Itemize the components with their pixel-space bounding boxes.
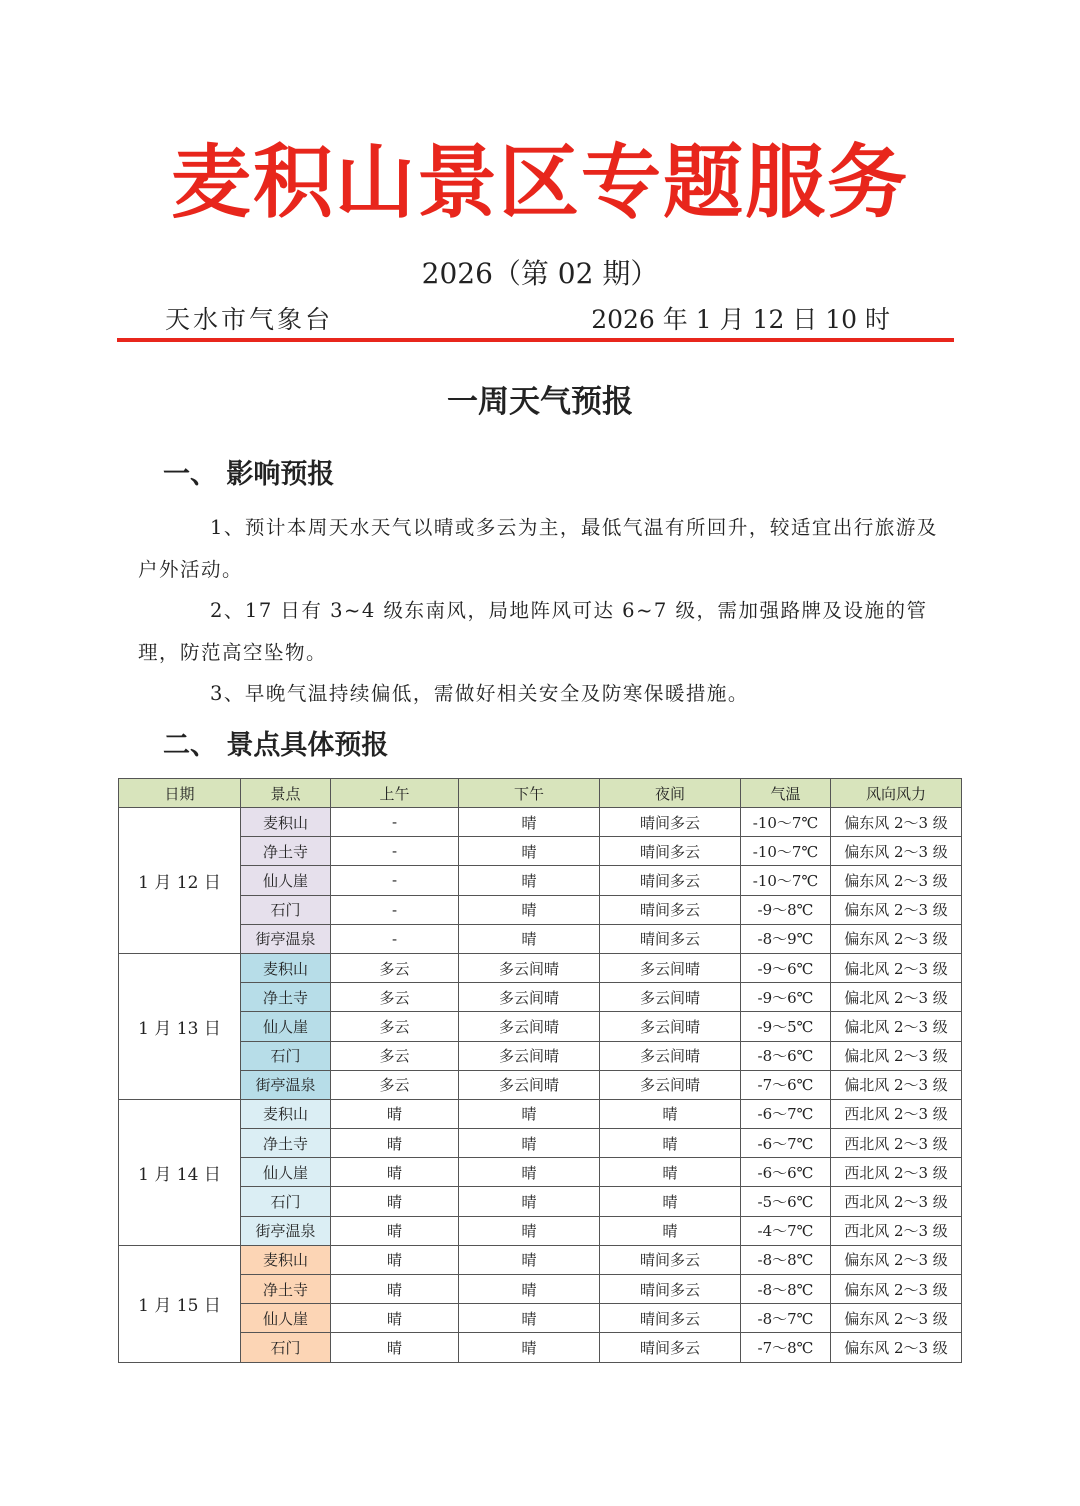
- temperature-cell: -10～7℃: [741, 808, 831, 837]
- afternoon-cell: 晴: [459, 837, 600, 866]
- temperature-cell: -6～7℃: [741, 1099, 831, 1128]
- wind-cell: 偏东风 2～3 级: [831, 1304, 962, 1333]
- temperature-cell: -4～7℃: [741, 1216, 831, 1245]
- morning-cell: 晴: [331, 1129, 459, 1158]
- afternoon-cell: 晴: [459, 1158, 600, 1187]
- table-row: [119, 866, 962, 895]
- temperature-cell: -5～6℃: [741, 1187, 831, 1216]
- night-cell: 晴间多云: [600, 895, 741, 924]
- night-cell: 晴间多云: [600, 1333, 741, 1362]
- wind-cell: 偏东风 2～3 级: [831, 924, 962, 953]
- afternoon-cell: 晴: [459, 866, 600, 895]
- wind-cell: 西北风 2～3 级: [831, 1158, 962, 1187]
- night-cell: 多云间晴: [600, 983, 741, 1012]
- table-row: [119, 1129, 962, 1158]
- forecast-table-body: [119, 808, 962, 1363]
- afternoon-cell: 多云间晴: [459, 1041, 600, 1070]
- wind-cell: 偏东风 2～3 级: [831, 1333, 962, 1362]
- afternoon-cell: 晴: [459, 1275, 600, 1304]
- night-cell: 晴间多云: [600, 1245, 741, 1274]
- night-cell: 晴: [600, 1216, 741, 1245]
- wind-cell: 西北风 2～3 级: [831, 1099, 962, 1128]
- document-title: 一周天气预报: [447, 384, 633, 420]
- column-header-temperature: 气温: [741, 779, 831, 808]
- header-divider: [117, 338, 954, 342]
- night-cell: 晴间多云: [600, 808, 741, 837]
- morning-cell: -: [331, 924, 459, 953]
- temperature-cell: -8～7℃: [741, 1304, 831, 1333]
- night-cell: 晴: [600, 1158, 741, 1187]
- table-row: [119, 1158, 962, 1187]
- masthead-title: 麦积山景区专题服务: [171, 136, 909, 229]
- column-header-wind: 风向风力: [831, 779, 962, 808]
- column-header-morning: 上午: [331, 779, 459, 808]
- spot-cell: 街亭温泉: [241, 1070, 331, 1099]
- wind-cell: 西北风 2～3 级: [831, 1129, 962, 1158]
- spot-cell: 净土寺: [241, 1129, 331, 1158]
- afternoon-cell: 晴: [459, 1245, 600, 1274]
- table-row: [119, 953, 962, 982]
- afternoon-cell: 晴: [459, 1216, 600, 1245]
- night-cell: 晴间多云: [600, 866, 741, 895]
- night-cell: 晴间多云: [600, 924, 741, 953]
- section-heading-impact: 一、 影响预报: [163, 459, 335, 490]
- column-header-afternoon: 下午: [459, 779, 600, 808]
- wind-cell: 偏北风 2～3 级: [831, 1070, 962, 1099]
- night-cell: 多云间晴: [600, 953, 741, 982]
- temperature-cell: -6～6℃: [741, 1158, 831, 1187]
- afternoon-cell: 晴: [459, 924, 600, 953]
- afternoon-cell: 晴: [459, 1099, 600, 1128]
- night-cell: 晴间多云: [600, 837, 741, 866]
- wind-cell: 偏北风 2～3 级: [831, 953, 962, 982]
- afternoon-cell: 多云间晴: [459, 1012, 600, 1041]
- date-cell: 1 月 15 日: [119, 1245, 241, 1362]
- temperature-cell: -6～7℃: [741, 1129, 831, 1158]
- night-cell: 多云间晴: [600, 1070, 741, 1099]
- spot-cell: 麦积山: [241, 1245, 331, 1274]
- temperature-cell: -7～8℃: [741, 1333, 831, 1362]
- wind-cell: 偏东风 2～3 级: [831, 808, 962, 837]
- wind-cell: 偏北风 2～3 级: [831, 983, 962, 1012]
- afternoon-cell: 晴: [459, 1129, 600, 1158]
- table-row: [119, 924, 962, 953]
- column-header-spot: 景点: [241, 779, 331, 808]
- morning-cell: 晴: [331, 1099, 459, 1128]
- table-row: [119, 1187, 962, 1216]
- night-cell: 晴间多云: [600, 1304, 741, 1333]
- temperature-cell: -8～8℃: [741, 1245, 831, 1274]
- wind-cell: 偏东风 2～3 级: [831, 1275, 962, 1304]
- morning-cell: 多云: [331, 953, 459, 982]
- morning-cell: 晴: [331, 1245, 459, 1274]
- spot-cell: 仙人崖: [241, 1012, 331, 1041]
- night-cell: 晴间多云: [600, 1275, 741, 1304]
- night-cell: 多云间晴: [600, 1041, 741, 1070]
- morning-cell: 晴: [331, 1216, 459, 1245]
- morning-cell: 晴: [331, 1333, 459, 1362]
- afternoon-cell: 多云间晴: [459, 953, 600, 982]
- wind-cell: 西北风 2～3 级: [831, 1216, 962, 1245]
- temperature-cell: -10～7℃: [741, 837, 831, 866]
- morning-cell: 晴: [331, 1275, 459, 1304]
- spot-cell: 石门: [241, 1333, 331, 1362]
- impact-paragraph: 1、预计本周天水天气以晴或多云为主，最低气温有所回升，较适宜出行旅游及户外活动。: [138, 516, 938, 581]
- afternoon-cell: 多云间晴: [459, 1070, 600, 1099]
- table-row: [119, 983, 962, 1012]
- night-cell: 晴: [600, 1187, 741, 1216]
- morning-cell: -: [331, 837, 459, 866]
- issuer: 天水市气象台: [165, 305, 334, 334]
- temperature-cell: -7～6℃: [741, 1070, 831, 1099]
- issue-number: 2026（第 02 期）: [421, 257, 659, 290]
- table-row: [119, 1216, 962, 1245]
- night-cell: 晴: [600, 1099, 741, 1128]
- spot-cell: 麦积山: [241, 808, 331, 837]
- morning-cell: -: [331, 866, 459, 895]
- date-cell: 1 月 13 日: [119, 953, 241, 1099]
- temperature-cell: -9～6℃: [741, 983, 831, 1012]
- table-row: [119, 1304, 962, 1333]
- table-row: [119, 895, 962, 924]
- morning-cell: 晴: [331, 1187, 459, 1216]
- wind-cell: 偏东风 2～3 级: [831, 866, 962, 895]
- temperature-cell: -8～9℃: [741, 924, 831, 953]
- table-row: [119, 1070, 962, 1099]
- spot-cell: 麦积山: [241, 953, 331, 982]
- impact-paragraph: 3、早晚气温持续偏低，需做好相关安全及防寒保暖措施。: [210, 682, 749, 705]
- afternoon-cell: 晴: [459, 1187, 600, 1216]
- morning-cell: 多云: [331, 1012, 459, 1041]
- spot-cell: 石门: [241, 895, 331, 924]
- table-row: [119, 1041, 962, 1070]
- night-cell: 晴: [600, 1129, 741, 1158]
- spot-cell: 净土寺: [241, 837, 331, 866]
- spot-cell: 净土寺: [241, 983, 331, 1012]
- wind-cell: 偏东风 2～3 级: [831, 837, 962, 866]
- wind-cell: 偏北风 2～3 级: [831, 1012, 962, 1041]
- morning-cell: 晴: [331, 1304, 459, 1333]
- morning-cell: -: [331, 895, 459, 924]
- spot-cell: 石门: [241, 1041, 331, 1070]
- forecast-table: [118, 778, 962, 1363]
- temperature-cell: -9～5℃: [741, 1012, 831, 1041]
- morning-cell: 多云: [331, 983, 459, 1012]
- morning-cell: 多云: [331, 1070, 459, 1099]
- table-row: [119, 1012, 962, 1041]
- afternoon-cell: 晴: [459, 895, 600, 924]
- table-row: [119, 837, 962, 866]
- issue-time: 2026 年 1 月 12 日 10 时: [591, 305, 890, 334]
- afternoon-cell: 晴: [459, 1304, 600, 1333]
- temperature-cell: -8～6℃: [741, 1041, 831, 1070]
- table-row: [119, 808, 962, 837]
- night-cell: 多云间晴: [600, 1012, 741, 1041]
- morning-cell: 多云: [331, 1041, 459, 1070]
- spot-cell: 麦积山: [241, 1099, 331, 1128]
- spot-cell: 街亭温泉: [241, 1216, 331, 1245]
- table-row: [119, 1275, 962, 1304]
- temperature-cell: -9～8℃: [741, 895, 831, 924]
- spot-cell: 仙人崖: [241, 1304, 331, 1333]
- spot-cell: 仙人崖: [241, 866, 331, 895]
- table-row: [119, 1333, 962, 1362]
- spot-cell: 净土寺: [241, 1275, 331, 1304]
- wind-cell: 偏东风 2～3 级: [831, 1245, 962, 1274]
- morning-cell: 晴: [331, 1158, 459, 1187]
- wind-cell: 偏东风 2～3 级: [831, 895, 962, 924]
- temperature-cell: -10～7℃: [741, 866, 831, 895]
- date-cell: 1 月 12 日: [119, 808, 241, 954]
- date-cell: 1 月 14 日: [119, 1099, 241, 1245]
- spot-cell: 街亭温泉: [241, 924, 331, 953]
- afternoon-cell: 多云间晴: [459, 983, 600, 1012]
- table-row: [119, 1099, 962, 1128]
- temperature-cell: -8～8℃: [741, 1275, 831, 1304]
- table-row: [119, 1245, 962, 1274]
- wind-cell: 偏北风 2～3 级: [831, 1041, 962, 1070]
- temperature-cell: -9～6℃: [741, 953, 831, 982]
- column-header-night: 夜间: [600, 779, 741, 808]
- impact-paragraph: 2、17 日有 3~4 级东南风，局地阵风可达 6~7 级，需加强路牌及设施的管理，防范高空坠物。: [138, 599, 928, 664]
- table-header-row: [119, 779, 962, 808]
- afternoon-cell: 晴: [459, 1333, 600, 1362]
- morning-cell: -: [331, 808, 459, 837]
- column-header-date: 日期: [119, 779, 241, 808]
- section-heading-scenic-forecast: 二、 景点具体预报: [163, 730, 389, 761]
- spot-cell: 石门: [241, 1187, 331, 1216]
- wind-cell: 西北风 2～3 级: [831, 1187, 962, 1216]
- spot-cell: 仙人崖: [241, 1158, 331, 1187]
- afternoon-cell: 晴: [459, 808, 600, 837]
